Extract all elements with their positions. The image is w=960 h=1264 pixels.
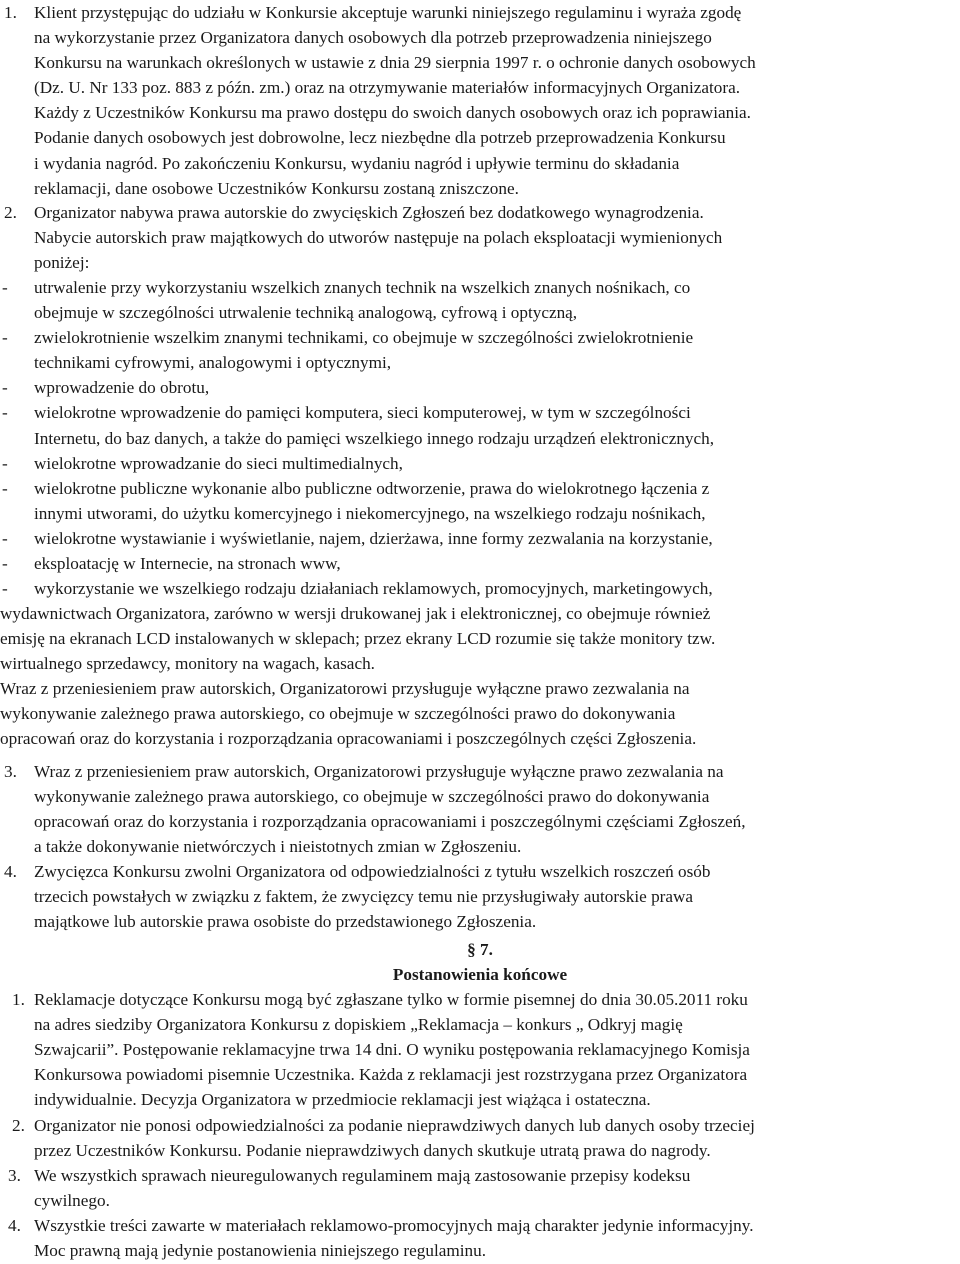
paragraph-number: 4. <box>4 862 17 881</box>
paragraph-2 <box>0 200 960 275</box>
text-line: obejmuje w szczególności utrwalenie techniką analogową, cyfrową i optyczną, <box>34 303 578 323</box>
text-line: Wraz z przeniesieniem praw autorskich, Organizatorowi przysługuje wyłączne prawo zezwalania na <box>34 762 724 781</box>
list-item <box>0 476 960 526</box>
paragraph-body <box>0 0 960 201</box>
list-item <box>0 375 960 400</box>
list-item <box>0 451 960 476</box>
text-line: Nabycie autorskich praw majątkowych do utworów następuje na polach eksploatacji wymienionych <box>34 228 723 248</box>
text-line: Konkursu na warunkach określonych w ustawie z dnia 29 sierpnia 1997 r. o ochronie danych osobowych <box>34 53 756 73</box>
text-line: i wydania nagród. Po zakończeniu Konkursu, wydaniu nagród i upływie terminu do składania <box>34 153 680 173</box>
text-line: na wykorzystanie przez Organizatora danych osobowych dla potrzeb przeprowadzenia niniejszego <box>34 28 712 48</box>
list-item <box>0 325 960 375</box>
text-line: wykorzystanie we wszelkiego rodzaju działaniach reklamowych, promocyjnych, marketingowych, <box>34 579 713 599</box>
text-line: poniżej: <box>34 253 90 273</box>
list-dash: - <box>2 579 8 599</box>
text-line: utrwalenie przy wykorzystaniu wszelkich znanych technik na wszelkich znanych nośnikach, co <box>34 278 691 297</box>
text-line: technikami cyfrowymi, analogowymi i optycznymi, <box>34 353 392 373</box>
paragraph-number: 3. <box>4 762 17 781</box>
text-line: wielokrotne publiczne wykonanie albo publiczne odtworzenie, prawa do wielokrotnego łączenia z <box>34 478 710 498</box>
list-dash: - <box>2 528 8 548</box>
exploitation-fields-list <box>0 275 960 601</box>
final-provision-1 <box>0 987 960 1112</box>
text-line: wykonywanie zależnego prawa autorskiego, co obejmuje w szczególności prawo do dokonywania <box>34 787 710 807</box>
text-line: Wszystkie treści zawarte w materiałach reklamowo-promocyjnych mają charakter jedynie informacyjny. <box>34 1216 754 1235</box>
text-line: Moc prawną mają jedynie postanowienia niniejszego regulaminu. <box>34 1241 486 1261</box>
list-dash: - <box>2 378 8 398</box>
text-line: Zwycięzca Konkursu zwolni Organizatora od odpowiedzialności z tytułu wszelkich roszczeń osób <box>34 862 711 881</box>
text-line: przez Uczestników Konkursu. Podanie nieprawdziwych danych skutkuje utratą prawa do nagrody. <box>34 1141 711 1161</box>
text-line: wielokrotne wprowadzenie do pamięci komputera, sieci komputerowej, w tym w szczególności <box>34 403 691 423</box>
section-title: Postanowienia końcowe <box>392 965 568 984</box>
paragraph-1 <box>0 0 960 201</box>
list-item <box>0 400 960 450</box>
text-line: cywilnego. <box>34 1191 110 1211</box>
paragraph-number: 2. <box>4 203 17 222</box>
text-line: Każdy z Uczestników Konkursu ma prawo dostępu do swoich danych osobowych oraz ich poprawiania. <box>34 103 751 123</box>
list-dash: - <box>2 328 8 348</box>
paragraph-3 <box>0 759 960 859</box>
section-number: § 7. <box>467 940 493 959</box>
text-line: opracowań oraz do korzystania i rozporządzania opracowaniami i poszczególnymi częściami Zgłoszeń, <box>34 812 746 832</box>
text-line: innymi utworami, do użytku komercyjnego i niekomercyjnego, na wszelkiego rodzaju nośnikach, <box>34 503 706 523</box>
paragraph-4 <box>0 859 960 934</box>
text-line: Wraz z przeniesieniem praw autorskich, Organizatorowi przysługuje wyłączne prawo zezwalania na <box>0 679 690 699</box>
text-line: emisję na ekranach LCD instalowanych w sklepach; przez ekrany LCD rozumie się także monitory tzw. <box>0 629 716 649</box>
paragraph-body <box>0 759 960 859</box>
text-line: We wszystkich sprawach nieuregulowanych regulaminem mają zastosowanie przepisy kodeksu <box>34 1166 691 1185</box>
paragraph-body <box>0 859 960 934</box>
text-line: Klient przystępując do udziału w Konkursie akceptuje warunki niniejszego regulaminu i wyraża zgodę <box>34 3 742 22</box>
paragraph-number: 3. <box>8 1166 21 1185</box>
text-line: Organizator nabywa prawa autorskie do zwycięskich Zgłoszeń bez dodatkowego wynagrodzenia. <box>34 203 704 222</box>
list-dash: - <box>2 403 8 423</box>
paragraph-body <box>0 1163 960 1213</box>
text-line: opracowań oraz do korzystania i rozporządzania opracowaniami i poszczególnych części Zgłoszenia. <box>0 729 697 749</box>
list-dash: - <box>2 478 8 498</box>
text-line: wielokrotne wystawianie i wyświetlanie, najem, dzierżawa, inne formy zezwalania na korzystanie, <box>34 528 713 548</box>
list-dash: - <box>2 453 8 473</box>
text-line: Podanie danych osobowych jest dobrowolne, lecz niezbędne dla potrzeb przeprowadzenia Konkursu <box>34 128 726 148</box>
text-line: wirtualnego sprzedawcy, monitory na wagach, kasach. <box>0 654 375 674</box>
list-item <box>0 576 960 601</box>
text-line: trzecich powstałych w związku z faktem, że zwycięzcy temu nie przysługiwały autorskie prawa <box>34 887 694 907</box>
paragraph-continuation <box>0 601 960 752</box>
text-line: Reklamacje dotyczące Konkursu mogą być zgłaszane tylko w formie pisemnej do dnia 30.05.2011 roku <box>34 990 748 1009</box>
paragraph-body <box>0 987 960 1112</box>
text-line: indywidualnie. Decyzja Organizatora w przedmiocie reklamacji jest wiążąca i ostateczna. <box>34 1090 651 1110</box>
list-item <box>0 551 960 576</box>
paragraph-number: 1. <box>4 3 17 22</box>
paragraph-body <box>0 200 960 275</box>
text-line: majątkowe lub autorskie prawa osobiste do przedstawionego Zgłoszenia. <box>34 912 537 932</box>
final-provision-3 <box>0 1163 960 1213</box>
text-line: wielokrotne wprowadzanie do sieci multimedialnych, <box>34 453 403 473</box>
list-dash: - <box>2 554 8 574</box>
text-line: zwielokrotnienie wszelkim znanymi technikami, co obejmuje w szczególności zwielokrotnienie <box>34 328 694 348</box>
list-item <box>0 526 960 551</box>
text-line: (Dz. U. Nr 133 poz. 883 z późn. zm.) oraz na otrzymywanie materiałów informacyjnych Organizatora. <box>34 78 741 98</box>
text-line: a także dokonywanie nietwórczych i nieistotnych zmian w Zgłoszeniu. <box>34 837 522 857</box>
text-line: Konkursowa powiadomi pisemnie Uczestnika. Każda z reklamacji jest rozstrzygana przez Organizatora <box>34 1065 748 1085</box>
text-line: Organizator nie ponosi odpowiedzialności za podanie nieprawdziwych danych lub danych osoby trzeciej <box>34 1116 755 1135</box>
paragraph-number: 1. <box>12 990 25 1009</box>
text-line: eksploatację w Internecie, na stronach www, <box>34 554 341 574</box>
list-item <box>0 275 960 325</box>
text-line: wykonywanie zależnego prawa autorskiego, co obejmuje w szczególności prawo do dokonywania <box>0 704 676 724</box>
final-provision-4 <box>0 1213 960 1263</box>
paragraph-number: 4. <box>8 1216 21 1235</box>
paragraph-body <box>0 1213 960 1263</box>
text-line: na adres siedziby Organizatora Konkursu z dopiskiem „Reklamacja – konkurs „ Odkryj magię <box>34 1015 683 1035</box>
paragraph-number: 2. <box>12 1116 25 1135</box>
list-dash: - <box>2 278 8 297</box>
text-line: wydawnictwach Organizatora, zarówno w wersji drukowanej jak i elektronicznej, co obejmuje również <box>0 604 711 623</box>
text-line: Internetu, do baz danych, a także do pamięci wszelkiego innego rodzaju urządzeń elektronicznych, <box>34 428 715 448</box>
final-provision-2 <box>0 1113 960 1163</box>
text-line: wprowadzenie do obrotu, <box>34 378 210 398</box>
paragraph-body <box>0 1113 960 1163</box>
text-line: reklamacji, dane osobowe Uczestników Konkursu zostaną zniszczone. <box>34 178 519 198</box>
text-line: Szwajcarii”. Postępowanie reklamacyjne trwa 14 dni. O wyniku postępowania reklamacyjnego Komisja <box>34 1040 750 1060</box>
